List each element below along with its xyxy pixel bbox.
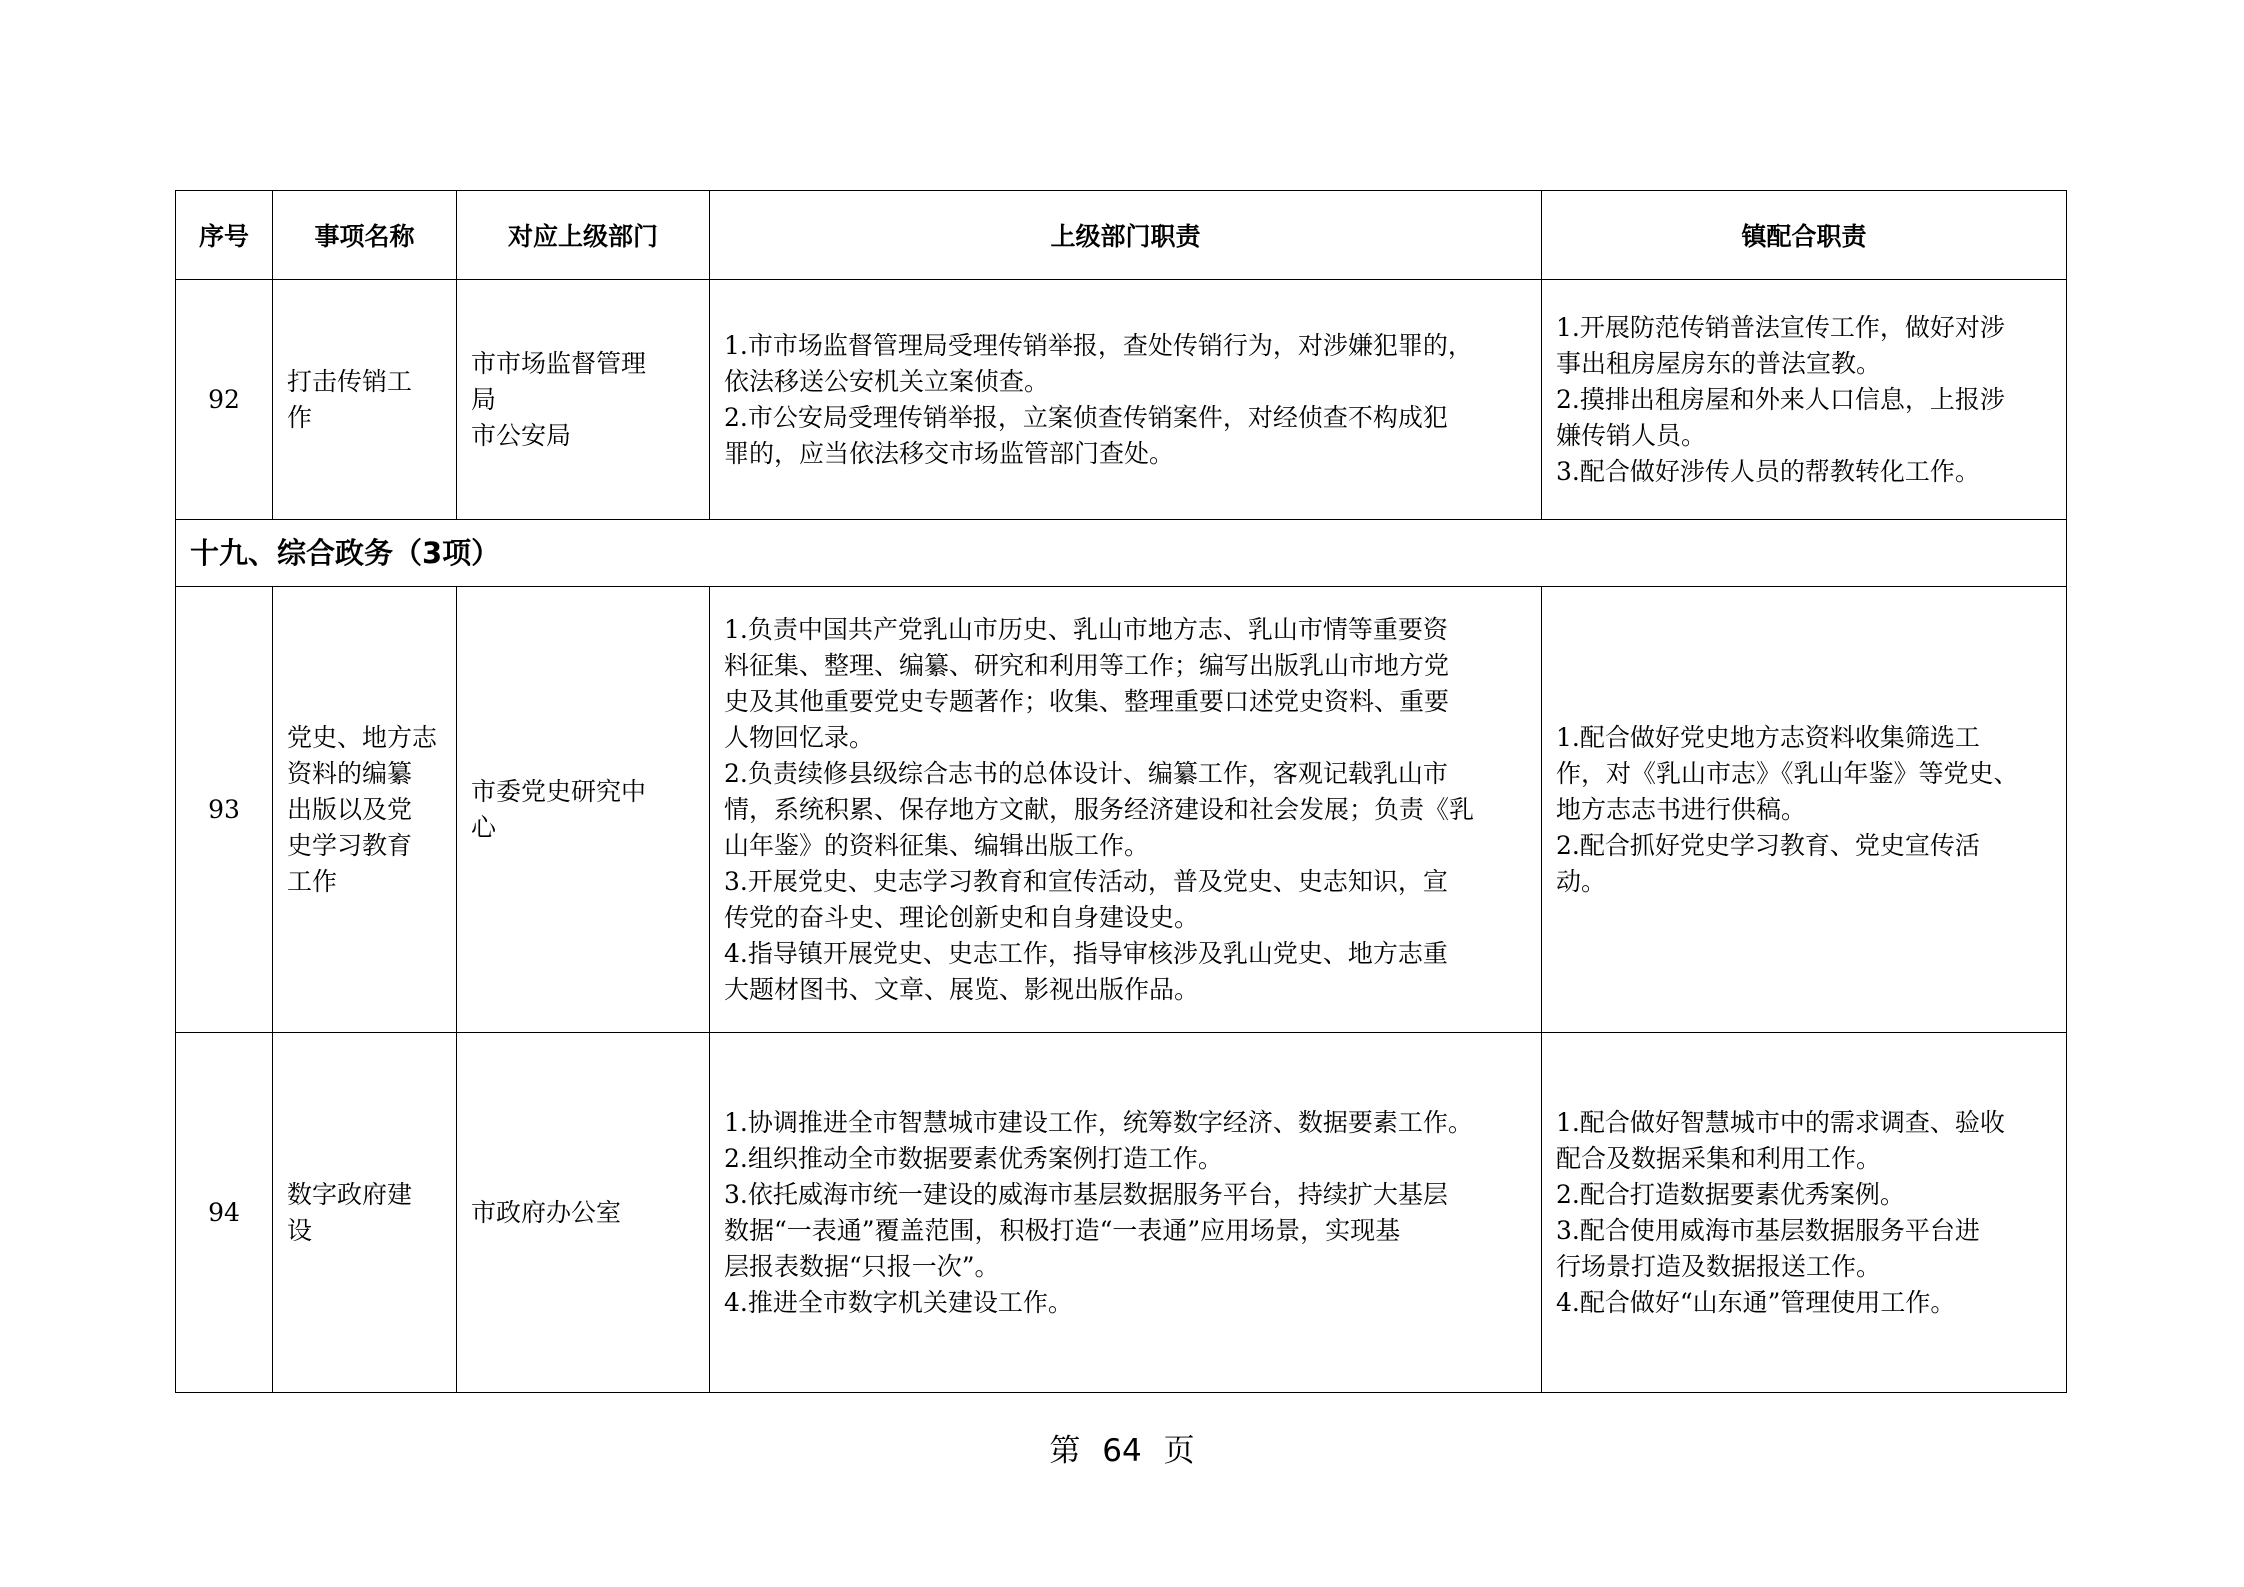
table-row [176,280,2067,520]
upper-dept: 市政府办公室 [457,1033,710,1393]
header-no: 序号 [176,191,273,280]
item-name: 打击传销工 作 [273,280,457,520]
header-town-responsibilities: 镇配合职责 [1542,191,2067,280]
page-number [0,1425,2244,1470]
upper-responsibilities: 1.市市场监督管理局受理传销举报，查处传销行为，对涉嫌犯罪的， 依法移送公安机关立案侦查。 2.市公安局受理传销举报，立案侦查传销案件，对经侦查不构成犯 罪的，应当依法移交市场监管部门查处。 [710,280,1542,520]
row-number: 92 [176,280,273,520]
upper-responsibilities: 1.负责中国共产党乳山市历史、乳山市地方志、乳山市情等重要资 料征集、整理、编纂、研究和利用等工作；编写出版乳山市地方党 史及其他重要党史专题著作；收集、整理重要口述党史资料、重要 人物回忆录。 2.负责续修县级综合志书的总体设计、编纂工作，客观记载乳山市 情，系统积累、保存地方文献，服务经济建设和社会发展；负责《乳 山年鉴》的资料征集、编辑出版工作。 3.开展党史、史志学习教育和宣传活动，普及党史、史志知识，宣 传党的奋斗史、理论创新史和自身建设史。 4.指导镇开展党史、史志工作，指导审核涉及乳山党史、地方志重 大题材图书、文章、展览、影视出版作品。 [710,587,1542,1033]
header-upper-dept: 对应上级部门 [457,191,710,280]
table-row [176,1033,2067,1393]
row-number: 94 [176,1033,273,1393]
upper-responsibilities: 1.协调推进全市智慧城市建设工作，统筹数字经济、数据要素工作。 2.组织推动全市数据要素优秀案例打造工作。 3.依托威海市统一建设的威海市基层数据服务平台，持续扩大基层 数据“一表通”覆盖范围，积极打造“一表通”应用场景，实现基 层报表数据“只报一次”。 4.推进全市数字机关建设工作。 [710,1033,1542,1393]
header-item-name: 事项名称 [273,191,457,280]
table-row [176,587,2067,1033]
item-name: 党史、地方志 资料的编纂 出版以及党 史学习教育 工作 [273,587,457,1033]
upper-dept: 市市场监督管理 局 市公安局 [457,280,710,520]
page-number-suffix: 页 [1163,1433,1195,1469]
duties-table [175,190,2067,1393]
section-row [176,520,2067,587]
town-responsibilities: 1.配合做好智慧城市中的需求调查、验收 配合及数据采集和利用工作。 2.配合打造数据要素优秀案例。 3.配合使用威海市基层数据服务平台进 行场景打造及数据报送工作。 4.配合做好“山东通”管理使用工作。 [1542,1033,2067,1393]
town-responsibilities: 1.配合做好党史地方志资料收集筛选工 作，对《乳山市志》《乳山年鉴》等党史、 地方志志书进行供稿。 2.配合抓好党史学习教育、党史宣传活 动。 [1542,587,2067,1033]
page-number-prefix: 第 [1049,1433,1081,1469]
page-number-value: 64 [1102,1433,1142,1469]
town-responsibilities: 1.开展防范传销普法宣传工作，做好对涉 事出租房屋房东的普法宣教。 2.摸排出租房屋和外来人口信息，上报涉 嫌传销人员。 3.配合做好涉传人员的帮教转化工作。 [1542,280,2067,520]
header-upper-responsibilities: 上级部门职责 [710,191,1542,280]
item-name: 数字政府建 设 [273,1033,457,1393]
section-title: 十九、综合政务（3项） [176,520,2067,587]
upper-dept: 市委党史研究中 心 [457,587,710,1033]
table-header-row [176,191,2067,280]
row-number: 93 [176,587,273,1033]
